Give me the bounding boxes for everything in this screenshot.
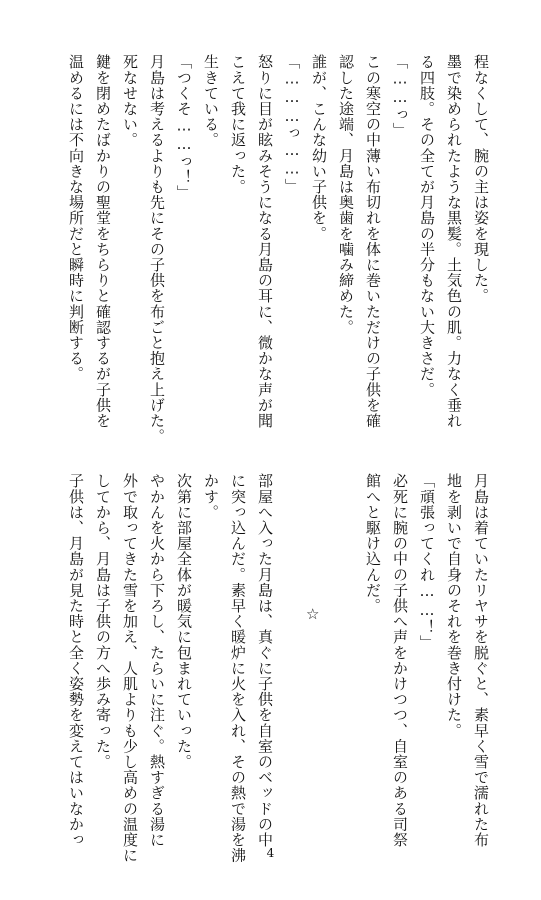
text-line: 生きている。 (202, 54, 220, 148)
text-line: 程なくして、腕の主は姿を現した。 (472, 54, 490, 304)
text-line: 「頑張ってくれ……！」 (418, 473, 436, 651)
text-line: 地を剥いで自身のそれを巻き付けた。 (445, 473, 463, 739)
text-line: る四肢。その全てが月島の半分もない大きさだ。 (418, 54, 436, 398)
text-line: 館へと駆け込んだ。 (364, 473, 382, 614)
text-line: 墨で染められたような黒髪。土気色の肌。力なく垂れ (445, 54, 463, 429)
text-line: かす。 (202, 473, 220, 520)
scene-break-star: ☆ (306, 605, 320, 623)
text-line: 「つくそ……っ！」 (175, 54, 193, 201)
text-line: 外で取ってきた雪を加え、人肌よりも少し高めの温度に (121, 473, 139, 863)
text-line: 部屋へ入った月島は、真ぐに子供を自室のベッドの中 (256, 473, 274, 848)
text-line: 月島は考えるよりも先にその子供を布ごと抱え上げた。 (148, 54, 166, 444)
text-line: 温めるには不向きな場所だと瞬時に判断する。 (67, 54, 85, 382)
text-line: 怒りに目が眩みそうになる月島の耳に、微かな声が聞 (256, 54, 274, 429)
text-line: 子供は、月島が見た時と全く姿勢を変えてはいなかっ (67, 473, 85, 848)
text-line: 月島は着ていたリヤサを脱ぐと、素早く雪で濡れた布 (472, 473, 490, 848)
text-line: この寒空の中薄い布切れを体に巻いただけの子供を確 (364, 54, 382, 429)
text-line: してから、月島は子供の方へ歩み寄った。 (94, 473, 112, 770)
text-line: 死なせない。 (121, 54, 139, 148)
text-line: 鍵を閉めたばかりの聖堂をちらりと確認するが子供を (94, 54, 112, 429)
page-number: 4 (266, 846, 275, 860)
text-line: 必死に腕の中の子供へ声をかけつつ、自室のある司祭 (391, 473, 409, 848)
text-line: 認した途端、月島は奥歯を噛み締めた。 (337, 54, 355, 335)
text-line: こえて我に返った。 (229, 54, 247, 195)
text-line: に突っ込んだ。素早く暖炉に火を入れ、その熱で湯を沸 (229, 473, 247, 863)
text-line: 誰が、こんな幼い子供を。 (310, 54, 328, 242)
text-line: 次第に部屋全体が暖気に包まれていった。 (175, 473, 193, 770)
text-line: 「……っ」 (391, 54, 409, 138)
text-line: 「………っ……」 (283, 54, 301, 194)
text-line: やかんを火から下ろし、たらいに注ぐ。熱すぎる湯に (148, 473, 166, 848)
